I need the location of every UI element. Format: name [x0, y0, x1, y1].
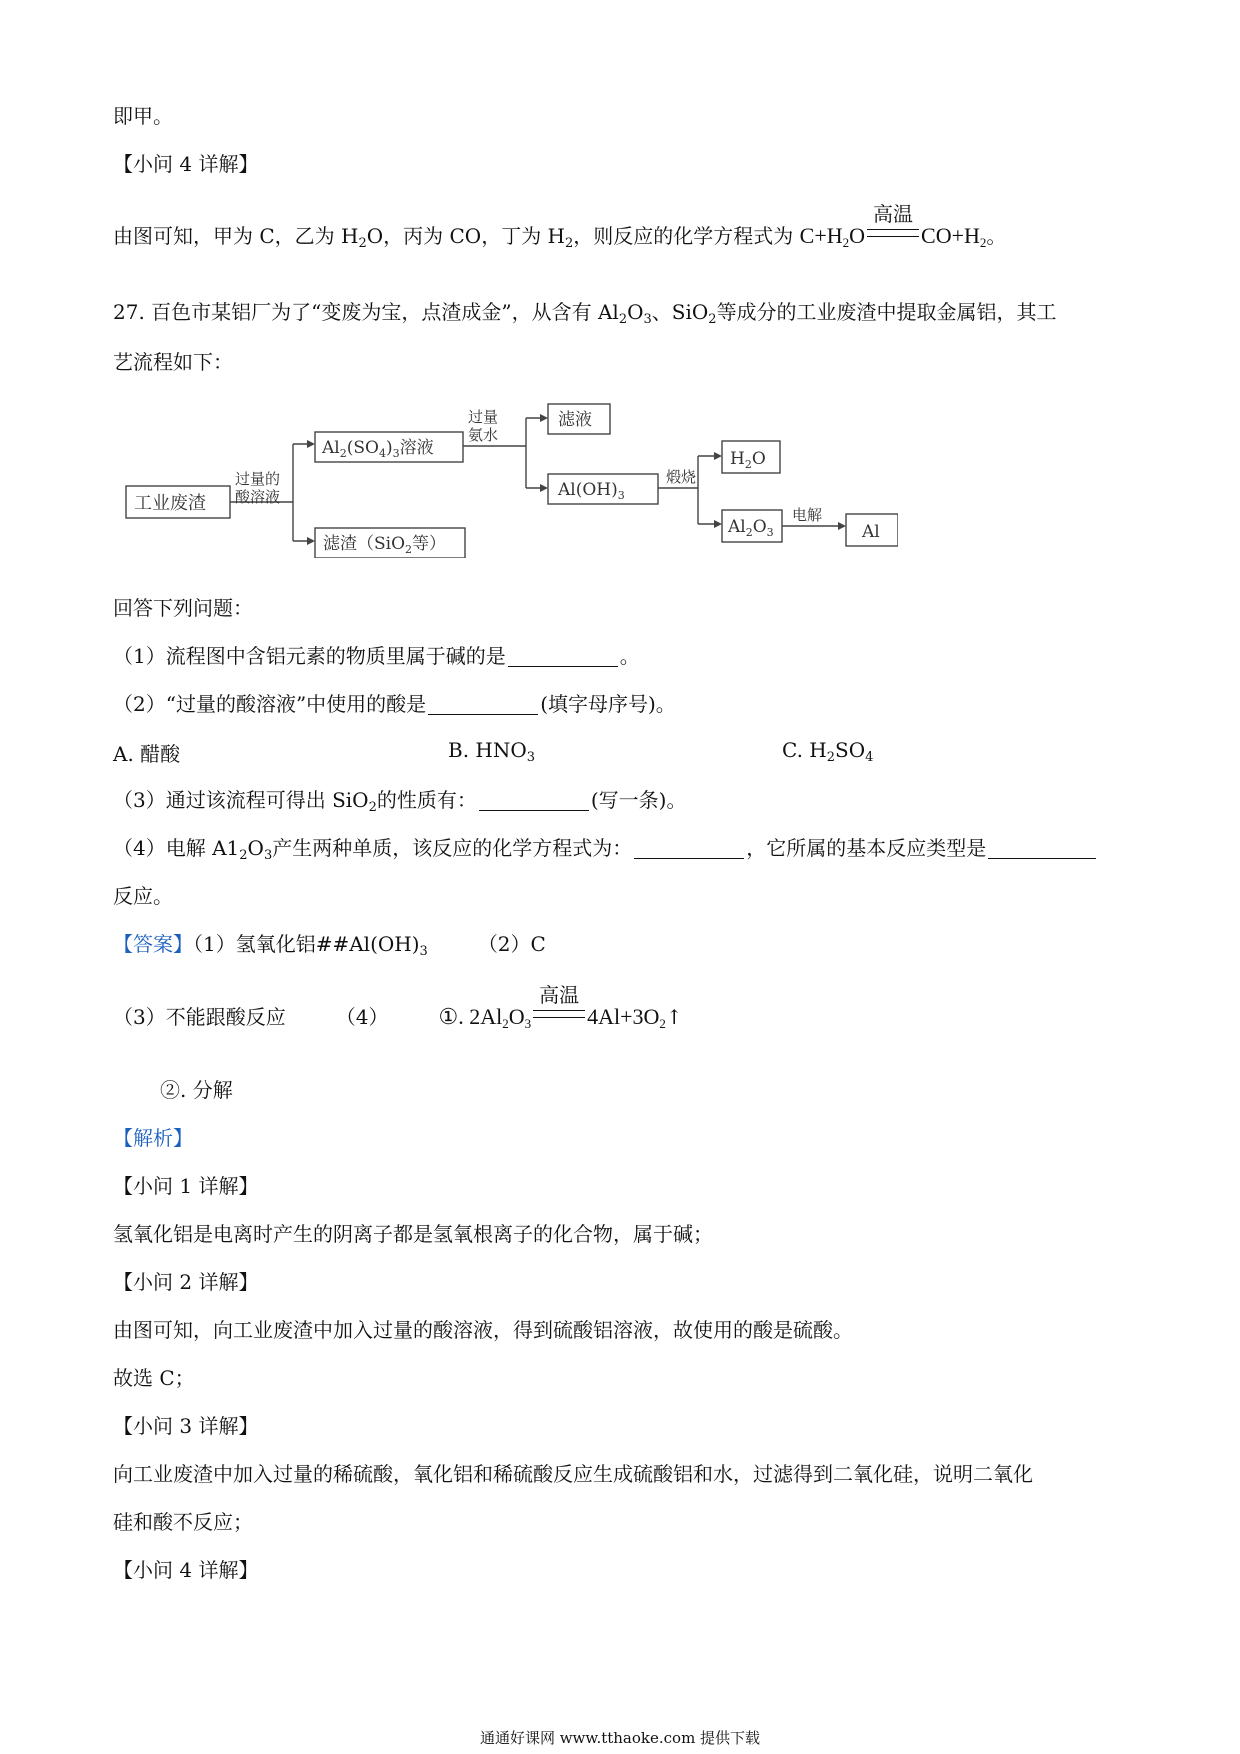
option-c: C. $H_2SO_4$ [782, 738, 874, 765]
label-industrial-waste: 工业废渣 [134, 493, 206, 514]
question-2: （2）“过量的酸溶液”中使用的酸是 (填字母序号)。 [113, 692, 676, 716]
equals-bar: 高温 [533, 1010, 585, 1018]
question-27: 27. 百色市某铝厂为了“变废为宝，点渣成金”，从含有 $Al_2O_3$、SiO$_2$等成分的工业废渣中提取金属铝，其工 [113, 300, 1057, 327]
text-line: 即甲。 [113, 104, 173, 128]
text-line: 硅和酸不反应； [113, 1510, 253, 1534]
question-3: （3）通过该流程可得出 SiO$_2$的性质有： (写一条)。 [113, 788, 687, 815]
label-acid-solution: 酸溶液 [235, 488, 281, 506]
text-line: 艺流程如下： [113, 350, 233, 374]
answer-blank[interactable] [428, 692, 538, 715]
option-a: A. 醋酸 [113, 742, 181, 766]
label-electrolysis: 电解 [792, 506, 823, 524]
section-title: 【小问 2 详解】 [113, 1270, 259, 1294]
answer-blank[interactable] [479, 788, 589, 811]
label-al2o3: $Al_2O_3$ [728, 517, 774, 539]
process-flow-diagram [118, 398, 898, 558]
label-al: Al [862, 522, 880, 542]
answer-tag: 【答案】 [113, 932, 193, 956]
label-h2o: $H_2O$ [730, 449, 766, 471]
question-4: （4）电解 $A1_2O_3$产生两种单质，该反应的化学方程式为： ，它所属的基本反应类型是 [113, 834, 1098, 870]
text-line: 由图可知，向工业废渣中加入过量的酸溶液，得到硫酸铝溶液，故使用的酸是硫酸。 [113, 1318, 853, 1342]
text-line: 回答下列问题： [113, 596, 253, 620]
label-ammonia: 氨水 [468, 426, 499, 444]
label-calcine: 煅烧 [666, 468, 697, 486]
answer-blank[interactable] [634, 836, 744, 859]
section-title: 【小问 1 详解】 [113, 1174, 259, 1198]
option-b: B. $HNO_3$ [448, 738, 536, 765]
question-1: （1）流程图中含铝元素的物质里属于碱的是 。 [113, 644, 640, 668]
label-excess: 过量的 [235, 470, 281, 488]
label-excess-2: 过量 [468, 408, 499, 426]
answer-line: ②. 分解 [160, 1078, 233, 1102]
answer-blank[interactable] [508, 644, 618, 667]
label-aloh3: $Al(OH)_3$ [558, 480, 625, 502]
text-line: 故选 C； [113, 1366, 195, 1390]
answer-line: （3）不能跟酸反应 （4） ①. $2Al_2O_3$ 高温 $4Al+3O_2↑$ [113, 983, 683, 1031]
section-title: 【小问 4 详解】 [113, 1558, 259, 1582]
label-filtrate: 滤液 [558, 410, 592, 430]
equals-bar: 高温 [867, 229, 919, 237]
text-line: 向工业废渣中加入过量的稀硫酸，氧化铝和稀硫酸反应生成硫酸铝和水，过滤得到二氧化硅，说明二氧化 [113, 1462, 1033, 1486]
page-footer: 通通好课网 www.tthaoke.com 提供下载 [479, 1729, 761, 1747]
section-title: 【小问 3 详解】 [113, 1414, 259, 1438]
label-residue: 滤渣（SiO$_2$等） [323, 534, 447, 556]
text-line: 反应。 [113, 884, 173, 908]
answer-line: 【答案】（1）氢氧化铝$\#\#Al(OH)_3$ （2）C [113, 932, 546, 959]
equation-line: 由图可知，甲为 C，乙为 $H_2O$，丙为 CO，丁为 $H_2$，则反应的化学方程式为 $C+H_2O$ 高温 $CO+H_2$。 [113, 202, 1007, 251]
label-al2so4: $Al_2(SO_4)_3$溶液 [322, 438, 434, 460]
analysis-tag: 【解析】 [113, 1126, 193, 1150]
text-line: 氢氧化铝是电离时产生的阴离子都是氢氧根离子的化合物，属于碱； [113, 1222, 713, 1246]
answer-blank[interactable] [988, 836, 1096, 859]
section-title: 【小问 4 详解】 [113, 152, 259, 176]
